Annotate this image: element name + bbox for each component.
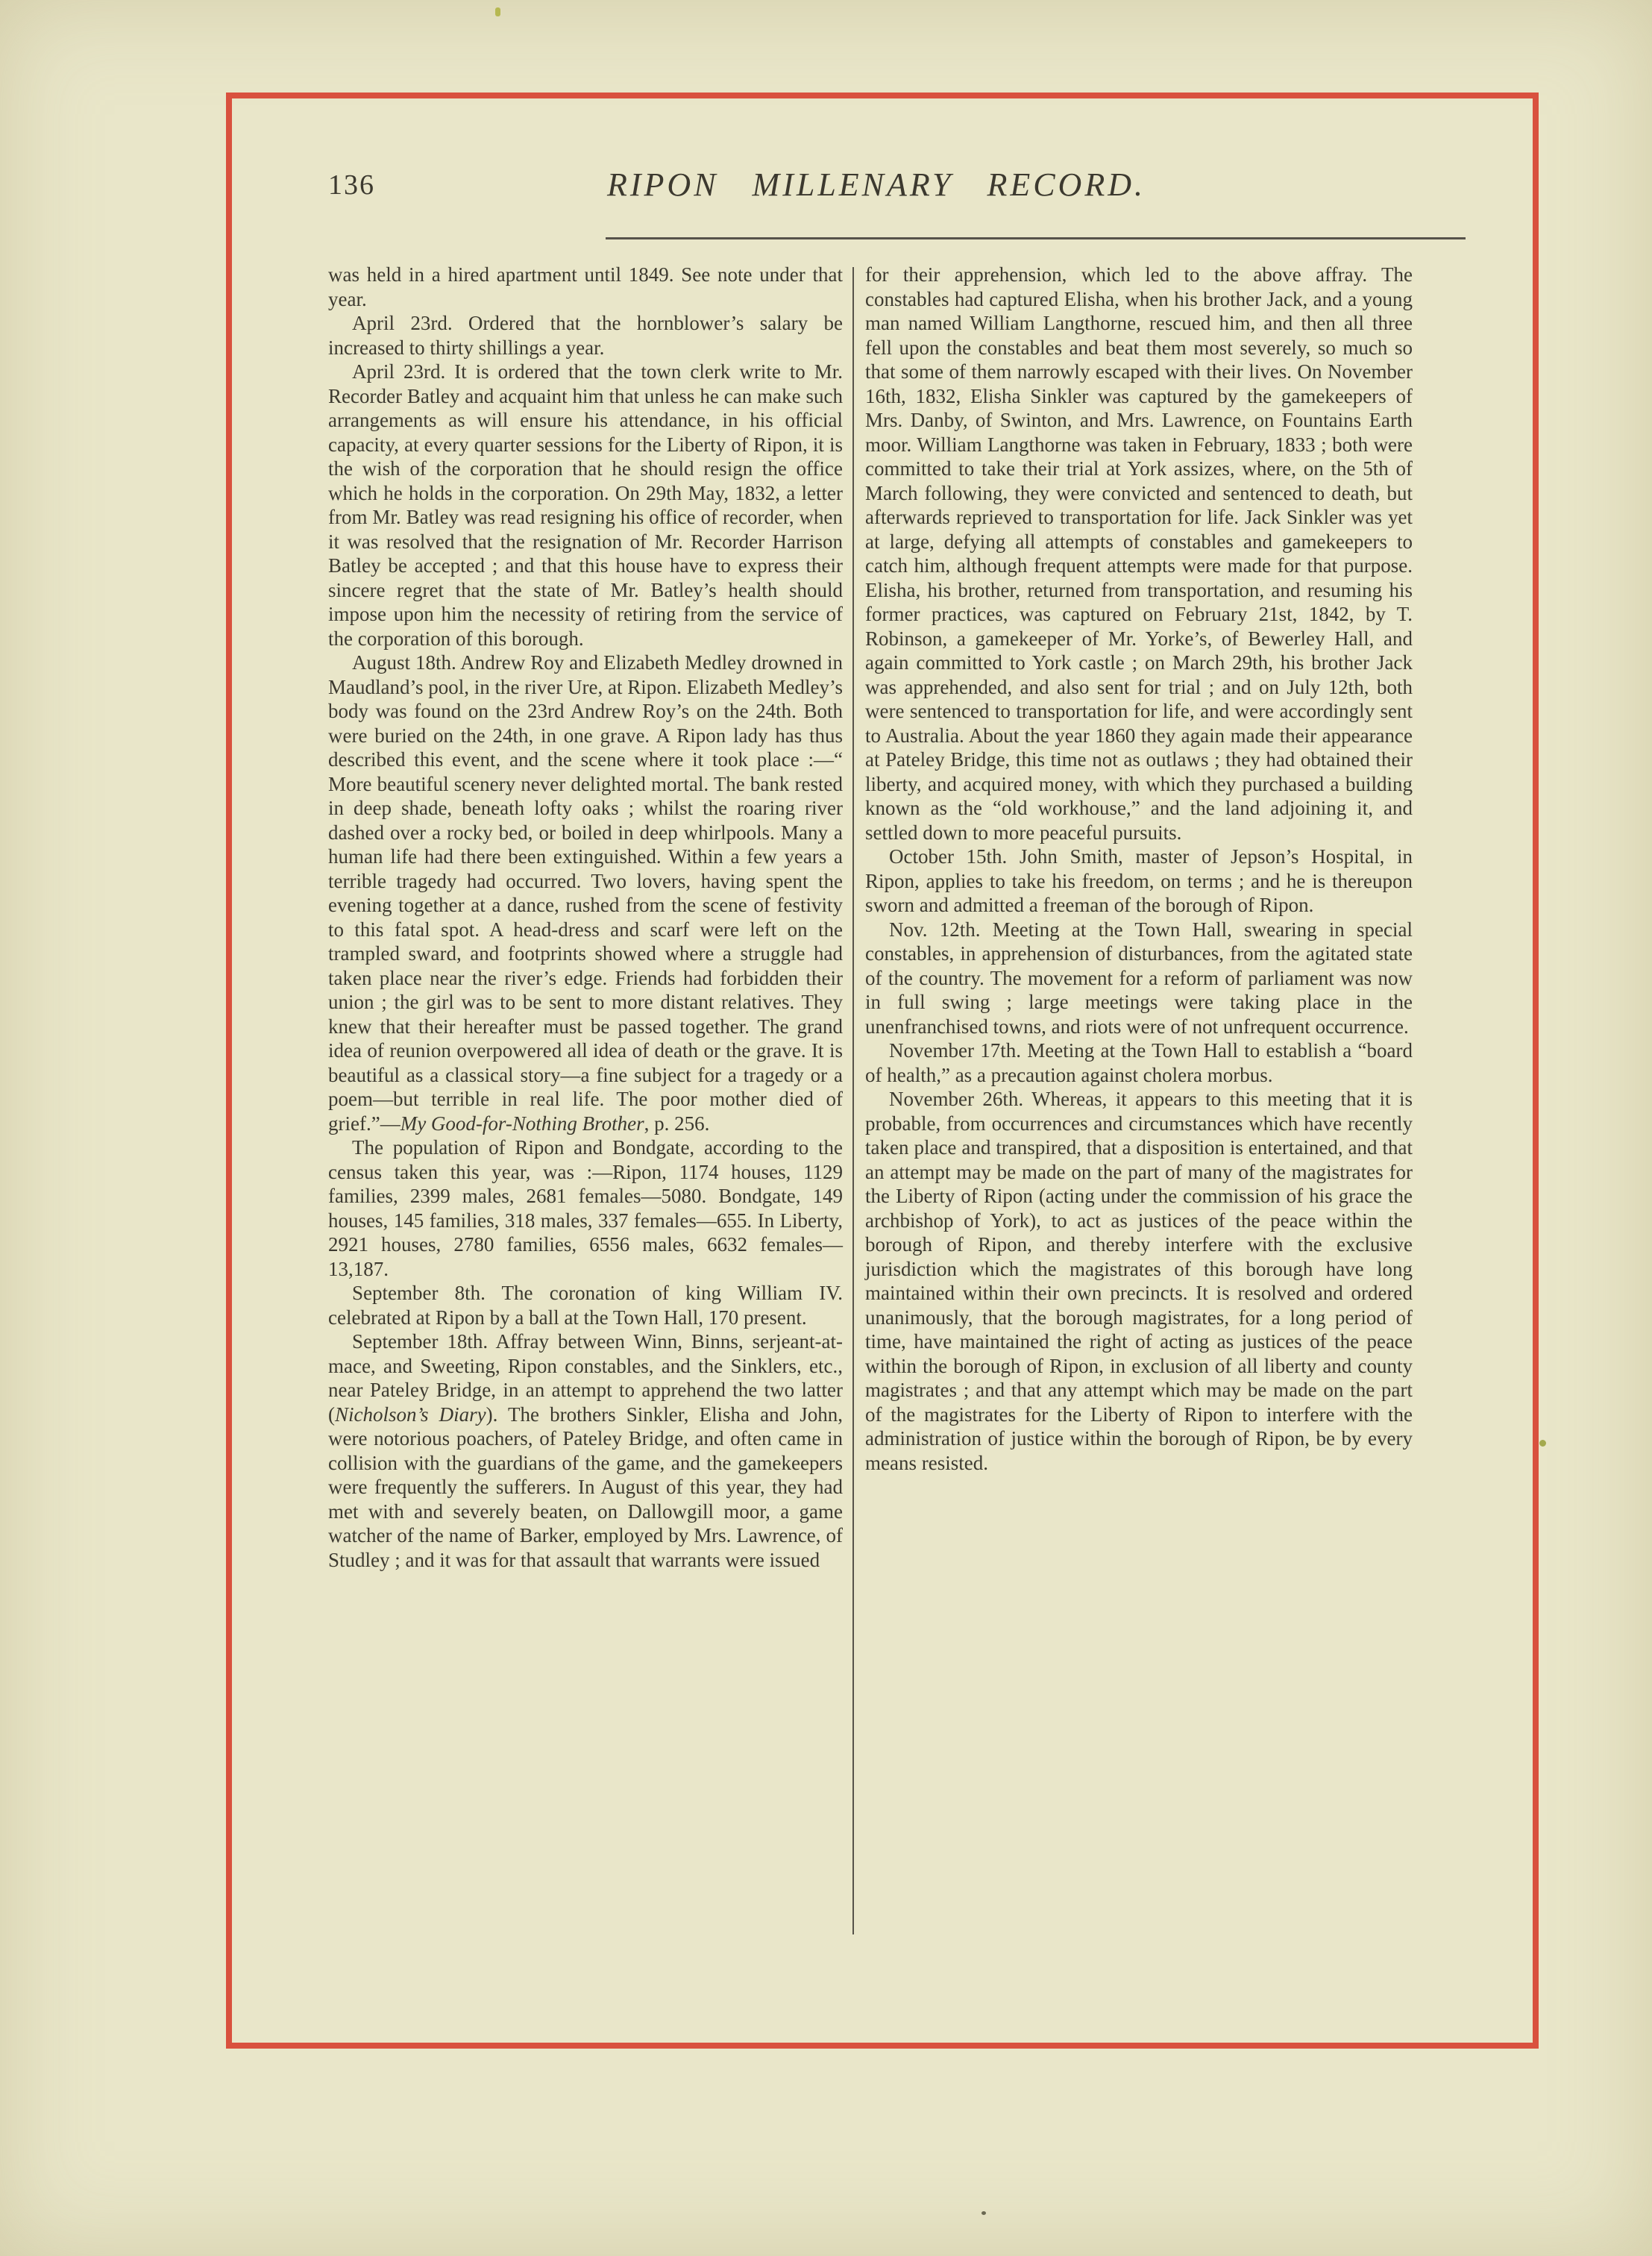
paragraph [865,918,1413,1039]
scan-speck [982,2211,986,2215]
right-column [865,263,1413,1475]
italic-text: My Good-for-Nothing Brother [400,1112,644,1135]
body-text: April 23rd. Ordered that the hornblower’s salary be increased to thirty shillings a year. [328,312,843,359]
paragraph [328,1135,843,1281]
body-text: was held in a hired apartment until 1849. See note under that year. [328,263,843,310]
page-title: RIPON MILLENARY RECORD. [607,166,1146,203]
body-text: The population of Ripon and Bondgate, according to the census taken this year, was :—Ripon, 1174 houses, 1129 families, 2399 males, 2681 females—5080. Bondgate, 149 houses, 145 families, 318 males, 337 females—655. In Liberty, 2921 houses, 2780 families, 6556 males, 6632 females—13,187. [328,1136,843,1280]
paragraph [865,1038,1413,1087]
paragraph [865,1087,1413,1475]
paragraph [328,1329,843,1572]
left-column [328,263,843,1572]
body-text: October 15th. John Smith, master of Jepson’s Hospital, in Ripon, applies to take his freedom, on terms ; and he is thereupon sworn and admitted a freeman of the borough of Ripon. [865,845,1413,916]
paragraph [865,263,1413,845]
body-text: November 26th. Whereas, it appears to this meeting that it is probable, from occurrences and circumstances which have recently taken place and transpired, that a disposition is entertained, and that an attempt may be made on the part of many of the magistrates for the Liberty of Ripon (acting under the commission of his grace the archbishop of York), to act as justices of the peace within the borough of Ripon, and thereby interfere with the exclusive jurisdiction which the magistrates of this borough have long maintained within their own precincts. It is resolved and ordered unanimously, that the borough magistrates, for a long period of time, have maintained the right of acting as justices of the peace within the borough of Ripon, in exclusion of all liberty and county magistrates ; and that any attempt which may be made on the part of the magistrates for the Liberty of Ripon to interfere with the administration of justice within the borough of Ripon, be by every means resisted. [865,1088,1413,1474]
column-divider [852,267,854,1934]
paragraph [328,360,843,651]
page-number: 136 [328,169,375,201]
paragraph [328,651,843,1135]
body-text: for their apprehension, which led to the above affray. The constables had captured Elisha, when his brother Jack, and a young man named William Langthorne, rescued him, and then all three fell upon the constables and beat them most severely, so much so that some of them narrowly escaped with their lives. On November 16th, 1832, Elisha Sinkler was captured by the gamekeepers of Mrs. Danby, of Swinton, and Mrs. Lawrence, on Fountains Earth moor. William Langthorne was taken in February, 1833 ; both were committed to take their trial at York assizes, where, on the 5th of March following, they were convicted and sentenced to death, but afterwards reprieved to transportation for life. Jack Sinkler was yet at large, defying all attempts of constables and gamekeepers to catch him, although frequent attempts were made for that purpose. Elisha, his brother, returned from transportation, and resuming his former practices, was captured on February 21st, 1842, by T. Robinson, a gamekeeper of Mr. Yorke’s, of Bewerley Hall, and again committed to York castle ; on March 29th, his brother Jack was apprehended, and also sent for trial ; and on July 12th, both were sentenced to transportation for life, and were accordingly sent to Australia. About the year 1860 they again made their appearance at Pateley Bridge, this time not as outlaws ; they had obtained their liberty, and acquired money, with which they purchased a building known as the “old workhouse,” and the land adjoining it, and settled down to more peaceful pursuits. [865,263,1413,844]
paragraph [865,845,1413,918]
title-rule [606,237,1466,239]
body-text: September 8th. The coronation of king William IV. celebrated at Ripon by a ball at the Town Hall, 170 present. [328,1282,843,1329]
scan-speck [1539,1440,1546,1447]
body-text: ). The brothers Sinkler, Elisha and John, were notorious poachers, of Pateley Bridge, and often came in collision with the guardians of the game, and the gamekeepers were frequently the sufferers. In August of this year, they had met with and severely beaten, on Dallowgill moor, a game watcher of the name of Barker, employed by Mrs. Lawrence, of Studley ; and it was for that assault that warrants were issued [328,1403,843,1571]
body-text: Nov. 12th. Meeting at the Town Hall, swearing in special constables, in apprehension of disturbances, from the agitated state of the country. The movement for a reform of parliament was now in full swing ; large meetings were taking place in the unenfranchised towns, and riots were of not unfrequent occurrence. [865,918,1413,1038]
italic-text: Nicholson’s Diary [335,1403,486,1426]
body-text: August 18th. Andrew Roy and Elizabeth Medley drowned in Maudland’s pool, in the river Ure, at Ripon. Elizabeth Medley’s body was found on the 23rd Andrew Roy’s on the 24th. Both were buried on the 24th, in one grave. A Ripon lady has thus described this event, and the scene where it took place :—“ More beautiful scenery never delighted mortal. The bank rested in deep shade, beneath lofty oaks ; whilst the roaring river dashed over a rocky bed, or boiled in deep whirlpools. Many a human life had there been extinguished. Within a few years a terrible tragedy had occurred. Two lovers, having spent the evening together at a dance, rushed from the scene of festivity to this fatal spot. A head-dress and scarf were left on the trampled sward, and footprints showed where a struggle had taken place near the river’s edge. Friends had forbidden their union ; the girl was to be sent to more distant relatives. They knew that their hereafter must be passed together. The grand idea of reunion overpowered all idea of death or the grave. It is beautiful as a classical story—a fine subject for a tragedy or a poem—but terrible in real life. The poor mother died of grief.”— [328,651,843,1135]
paragraph [328,263,843,311]
body-text: April 23rd. It is ordered that the town clerk write to Mr. Recorder Batley and acquaint him that unless he can make such arrangements as will ensure his attendance, in his official capacity, at every quarter sessions for the Liberty of Ripon, it is the wish of the corporation that he should resign the office which he holds in the corporation. On 29th May, 1832, a letter from Mr. Batley was read resigning his office of recorder, when it was resolved that the resignation of Mr. Recorder Harrison Batley be accepted ; and that this house have to express their sincere regret that the state of Mr. Batley’s health should impose upon him the necessity of retiring from the service of the corporation of this borough. [328,360,843,650]
scan-speck [495,7,500,16]
paragraph [328,1281,843,1329]
paragraph [328,311,843,360]
body-text: , p. 256. [644,1112,710,1135]
body-text: September 18th. Affray between Winn, Binns, serjeant-at-mace, and Sweeting, Ripon constables, and the Sinklers, etc., near Pateley Bridge, in an attempt to apprehend the two latter ( [328,1330,843,1426]
body-text: November 17th. Meeting at the Town Hall to establish a “board of health,” as a precaution against cholera morbus. [865,1039,1413,1086]
